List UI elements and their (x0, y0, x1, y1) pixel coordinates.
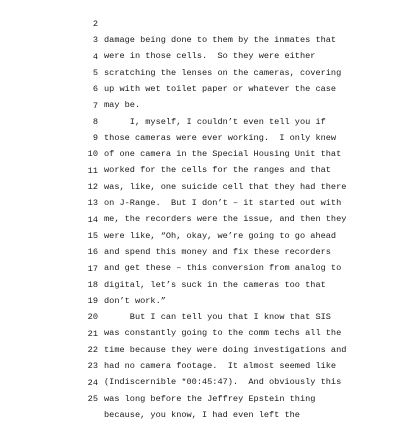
line-text: those cameras were ever working. I only knew (104, 132, 337, 143)
line-number: 14 (87, 214, 98, 225)
line-number: 4 (92, 51, 98, 62)
line-text: digital, let’s suck in the cameras too that (104, 279, 326, 290)
line-text: was constantly going to the comm techs all the (104, 328, 342, 339)
line-text: up with wet toilet paper or whatever the case (104, 83, 337, 94)
line-text: and get these – this conversion from analog to (104, 263, 342, 274)
line-text: scratching the lenses on the cameras, covering (104, 67, 342, 78)
line-text: had no camera footage. It almost seemed like (104, 361, 337, 371)
line-text: were in those cells. So they were either (104, 51, 316, 62)
line-number: 5 (92, 67, 98, 78)
line-number: 16 (87, 247, 98, 258)
line-number: 10 (87, 149, 98, 160)
line-number: 21 (87, 328, 98, 339)
line-number: 24 (87, 377, 98, 388)
line-text: was, like, one suicide cell that they had there (104, 181, 347, 192)
line-number: 2 (92, 19, 98, 29)
line-text: worked for the cells for the ranges and that (104, 165, 331, 176)
line-text: (Indiscernible *00:45:47). And obviously this (104, 377, 342, 388)
line-number: 15 (87, 230, 98, 241)
transcript-line (0, 0, 400, 45)
line-number: 3 (92, 35, 98, 46)
line-text: But I can tell you that I know that SIS (104, 312, 331, 323)
line-text: time because they were doing investigations and (104, 344, 347, 355)
line-number: 25 (87, 393, 98, 404)
line-number: 22 (87, 345, 98, 355)
line-number: 17 (87, 263, 98, 274)
line-number: 9 (92, 133, 98, 144)
line-text: because, you know, I had even left the (104, 409, 300, 420)
line-text: don’t work.” (104, 295, 166, 306)
line-text: were like, “Oh, okay, we’re going to go ahead (104, 230, 337, 241)
line-number: 19 (87, 296, 98, 307)
line-text: damage being done to them by the inmates that (104, 35, 337, 45)
line-number: 11 (87, 165, 98, 176)
line-text: I, myself, I couldn’t even tell you if (104, 116, 326, 127)
line-number: 12 (87, 182, 98, 192)
line-number: 6 (92, 84, 98, 95)
line-text: and spend this money and fix these recorders (104, 246, 331, 257)
line-text: was long before the Jeffrey Epstein thing (104, 393, 316, 404)
line-text: may be. (104, 100, 141, 111)
line-text: of one camera in the Special Housing Unit that (104, 149, 342, 160)
line-number: 8 (92, 116, 98, 127)
line-number: 13 (87, 198, 98, 209)
line-number: 18 (87, 279, 98, 290)
line-text: on J-Range. But I don’t – it started out with (104, 198, 342, 208)
line-number: 23 (87, 361, 98, 372)
line-text: me, the recorders were the issue, and then they (104, 214, 347, 225)
line-number: 7 (92, 100, 98, 111)
line-number: 20 (87, 312, 98, 323)
